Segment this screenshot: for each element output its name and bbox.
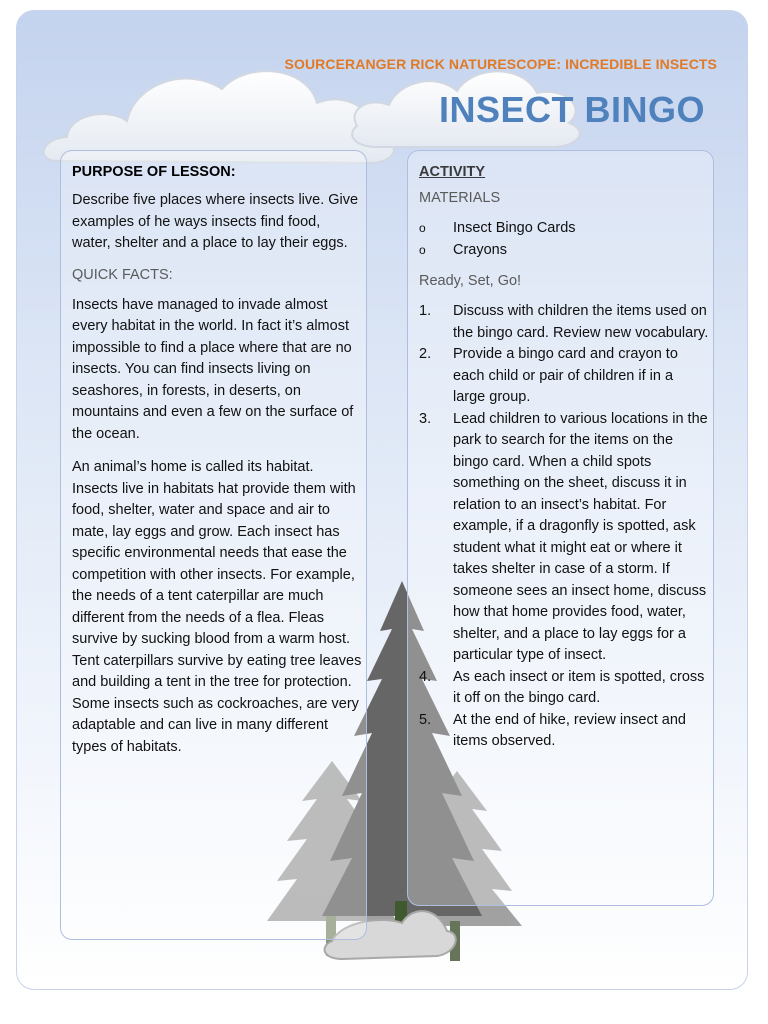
list-item: 1. Discuss with children the items used on the bingo card. Review new vocabulary.	[419, 303, 709, 341]
circle-bullet-icon: o	[419, 221, 426, 235]
activity-heading: ACTIVITY	[419, 164, 486, 180]
purpose-text: Describe five places where insects live. Give examples of he ways insects find food, water, shelter and a place to lay their eggs.	[72, 192, 359, 251]
materials-list	[419, 218, 709, 261]
list-item: 5. At the end of hike, review insect and items observed.	[419, 711, 686, 749]
circle-bullet-icon: o	[419, 242, 426, 257]
steps-heading: Ready, Set, Go!	[419, 273, 522, 289]
list-item: o Insect Bingo Cards	[419, 218, 709, 240]
materials-heading: MATERIALS	[419, 190, 501, 206]
left-column	[72, 152, 362, 770]
quick-facts-paragraph: Insects have managed to invade almost every habitat in the world. In fact it’s almost impossible to find a place where that are no insects. You can find insects living on seashores, in forests, in deserts, on mountains and even a few on the surface of the ocean.	[72, 296, 354, 442]
list-item: 3. Lead children to various locations in the park to search for the items on the bingo card. When a child spots something on the sheet, discuss it in relation to an insect’s habitat. For example, if a dragonfly is spotted, ask student what it might eat or where it takes shelter in case of a storm. If someone sees an insect home, discuss how that home provides food, water, shelter, and a place to lay eggs for a particular type of insect.	[419, 410, 708, 663]
page-title: INSECT BINGO	[438, 89, 705, 130]
source-line: SOURCERANGER RICK NATURESCOPE: INCREDIBLE INSECTS	[284, 56, 717, 72]
right-column	[419, 152, 709, 753]
list-item: 4. As each insect or item is spotted, cross it off on the bingo card.	[419, 668, 705, 706]
purpose-heading: PURPOSE OF LESSON:	[72, 164, 236, 180]
habitat-paragraph: An animal’s home is called its habitat. Insects live in habitats hat provide them with food, shelter, water and space and air to mate, lay eggs and grow. Each insect has specific environmental needs that ease the competition with other insects. For example, the needs of a tent caterpillar are much different from the needs of a flea. Fleas survive by sucking blood from a warm host. Tent caterpillars survive by eating tree leaves and building a tent in the tree for protection. Some insects such as cockroaches, are very adaptable and can live in many different types of habitats.	[72, 459, 362, 755]
steps-list	[419, 301, 709, 753]
list-item: 2. Provide a bingo card and crayon to each child or pair of children if in a large group.	[419, 346, 678, 405]
quick-facts-heading: QUICK FACTS:	[72, 266, 173, 283]
list-item: o Crayons	[419, 240, 709, 262]
